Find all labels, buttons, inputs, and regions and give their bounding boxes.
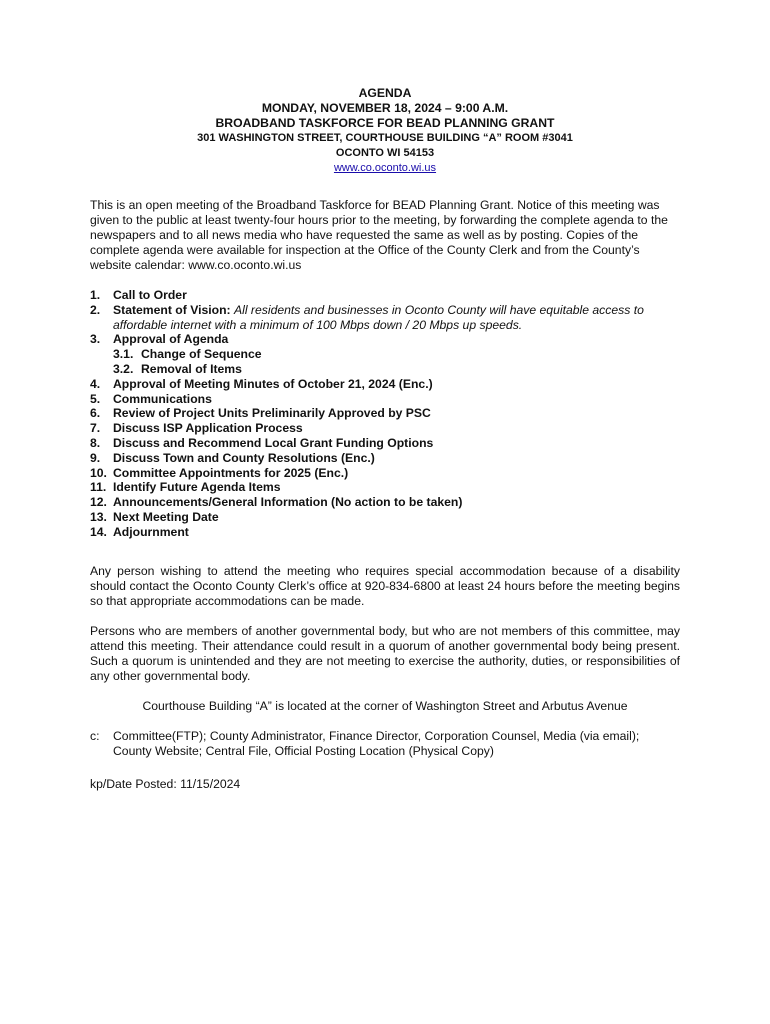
quorum-notice: Persons who are members of another governmental body, but who are not members of this committee, may attend this meeting. Their attendance could result in a quorum of another governmental body being present. Such a quorum is unintended and they are not meeting to exercise the authority, duties, or responsibilities of any other governmental body. (90, 623, 680, 683)
agenda-item-label: Identify Future Agenda Items (113, 480, 281, 495)
agenda-item-number: 14. (90, 524, 107, 539)
agenda-item-number: 7. (90, 421, 101, 436)
agenda-item-label: Communications (113, 391, 212, 406)
agenda-item (90, 480, 680, 495)
agenda-item-label: Adjournment (113, 524, 189, 539)
agenda-item-label: Next Meeting Date (113, 509, 219, 524)
accommodation-notice: Any person wishing to attend the meeting who requires special accommodation because of a disability should contact the Oconto County Clerk’s office at 920-834-6800 at least 24 hours before the meeting begins so that appropriate accommodations can be made. (90, 563, 680, 608)
cc-recipients-line-2: County Website; Central File, Official Posting Location (Physical Copy) (113, 743, 494, 758)
agenda-item-label: Approval of Meeting Minutes of October 21, 2024 (Enc.) (113, 376, 433, 391)
agenda-item (90, 451, 680, 466)
agenda-subitem-label: Change of Sequence (141, 347, 262, 362)
date-posted: kp/Date Posted: 11/15/2024 (90, 776, 241, 791)
agenda-item-number: 9. (90, 450, 101, 465)
vision-statement: All residents and businesses in Oconto County will have equitable access to affordable internet with a minimum of 100 Mbps down / 20 Mbps up speeds. (113, 302, 644, 332)
agenda-item (90, 421, 680, 436)
agenda-item-label: Approval of Agenda (113, 332, 229, 347)
agenda-item-number: 3. (90, 332, 101, 347)
agenda-item-label: Discuss Town and County Resolutions (Enc.) (113, 450, 375, 465)
meeting-city: OCONTO WI 54153 (335, 147, 435, 159)
agenda-item-number: 1. (90, 288, 101, 302)
agenda-item-number: 12. (90, 495, 107, 510)
meeting-address: 301 WASHINGTON STREET, COURTHOUSE BUILDING “A” ROOM #3041 (197, 132, 573, 144)
agenda-subitem (113, 347, 680, 362)
agenda-title: AGENDA (358, 86, 412, 100)
agenda-header (90, 86, 680, 176)
agenda-item-label: Call to Order (113, 288, 187, 302)
agenda-document (90, 86, 680, 792)
agenda-item-number: 11. (90, 480, 107, 495)
agenda-list (90, 288, 680, 540)
agenda-item (90, 377, 680, 392)
agenda-item (90, 392, 680, 407)
agenda-item-number: 10. (90, 465, 107, 480)
committee-name: BROADBAND TASKFORCE FOR BEAD PLANNING GRANT (215, 116, 555, 130)
open-meeting-notice: This is an open meeting of the Broadband Taskforce for BEAD Planning Grant. Notice of this meeting was given to the public at least twenty-four hours prior to the meeting, by forwarding the complete agenda to the newspapers and to all news media who have requested the same as well as by posting. Copies of the complete agenda were available for inspection at the Office of the County Clerk and from the County’s website calendar: www.co.oconto.wi.us (90, 198, 668, 272)
agenda-item-number: 2. (90, 302, 101, 317)
agenda-item (90, 406, 680, 421)
agenda-item-label: Statement of Vision: (113, 302, 231, 317)
location-note: Courthouse Building “A” is located at the corner of Washington Street and Arbutus Avenue (142, 698, 628, 713)
agenda-subitem-number: 3.1. (113, 347, 134, 362)
meeting-date: MONDAY, NOVEMBER 18, 2024 – 9:00 A.M. (261, 101, 509, 115)
agenda-item-label: Discuss and Recommend Local Grant Funding Options (113, 435, 434, 450)
agenda-sublist (113, 347, 680, 377)
agenda-item-label: Review of Project Units Preliminarily Approved by PSC (113, 406, 431, 421)
county-website-link[interactable]: www.co.oconto.wi.us (333, 162, 437, 174)
agenda-item-number: 13. (90, 509, 107, 524)
agenda-item-number: 6. (90, 406, 101, 421)
agenda-item (90, 510, 680, 525)
agenda-subitem-label: Removal of Items (141, 361, 242, 376)
agenda-item (90, 495, 680, 510)
agenda-item (90, 525, 680, 540)
agenda-item-label: Discuss ISP Application Process (113, 421, 303, 436)
agenda-item-number: 8. (90, 435, 101, 450)
agenda-item-number: 4. (90, 376, 101, 391)
agenda-item (90, 436, 680, 451)
cc-recipients-line-1: Committee(FTP); County Administrator, Finance Director, Corporation Counsel, Media (via email); (113, 728, 640, 743)
agenda-item (90, 332, 680, 376)
agenda-subitem (113, 362, 680, 377)
agenda-item (90, 466, 680, 481)
copy-distribution (90, 729, 680, 759)
agenda-item-label: Announcements/General Information (No action to be taken) (113, 495, 463, 510)
agenda-item (90, 288, 680, 303)
agenda-item-label: Committee Appointments for 2025 (Enc.) (113, 465, 349, 480)
cc-label: c: (90, 728, 100, 743)
agenda-subitem-number: 3.2. (113, 361, 134, 376)
agenda-item-number: 5. (90, 391, 101, 406)
agenda-item-vision (90, 303, 680, 333)
